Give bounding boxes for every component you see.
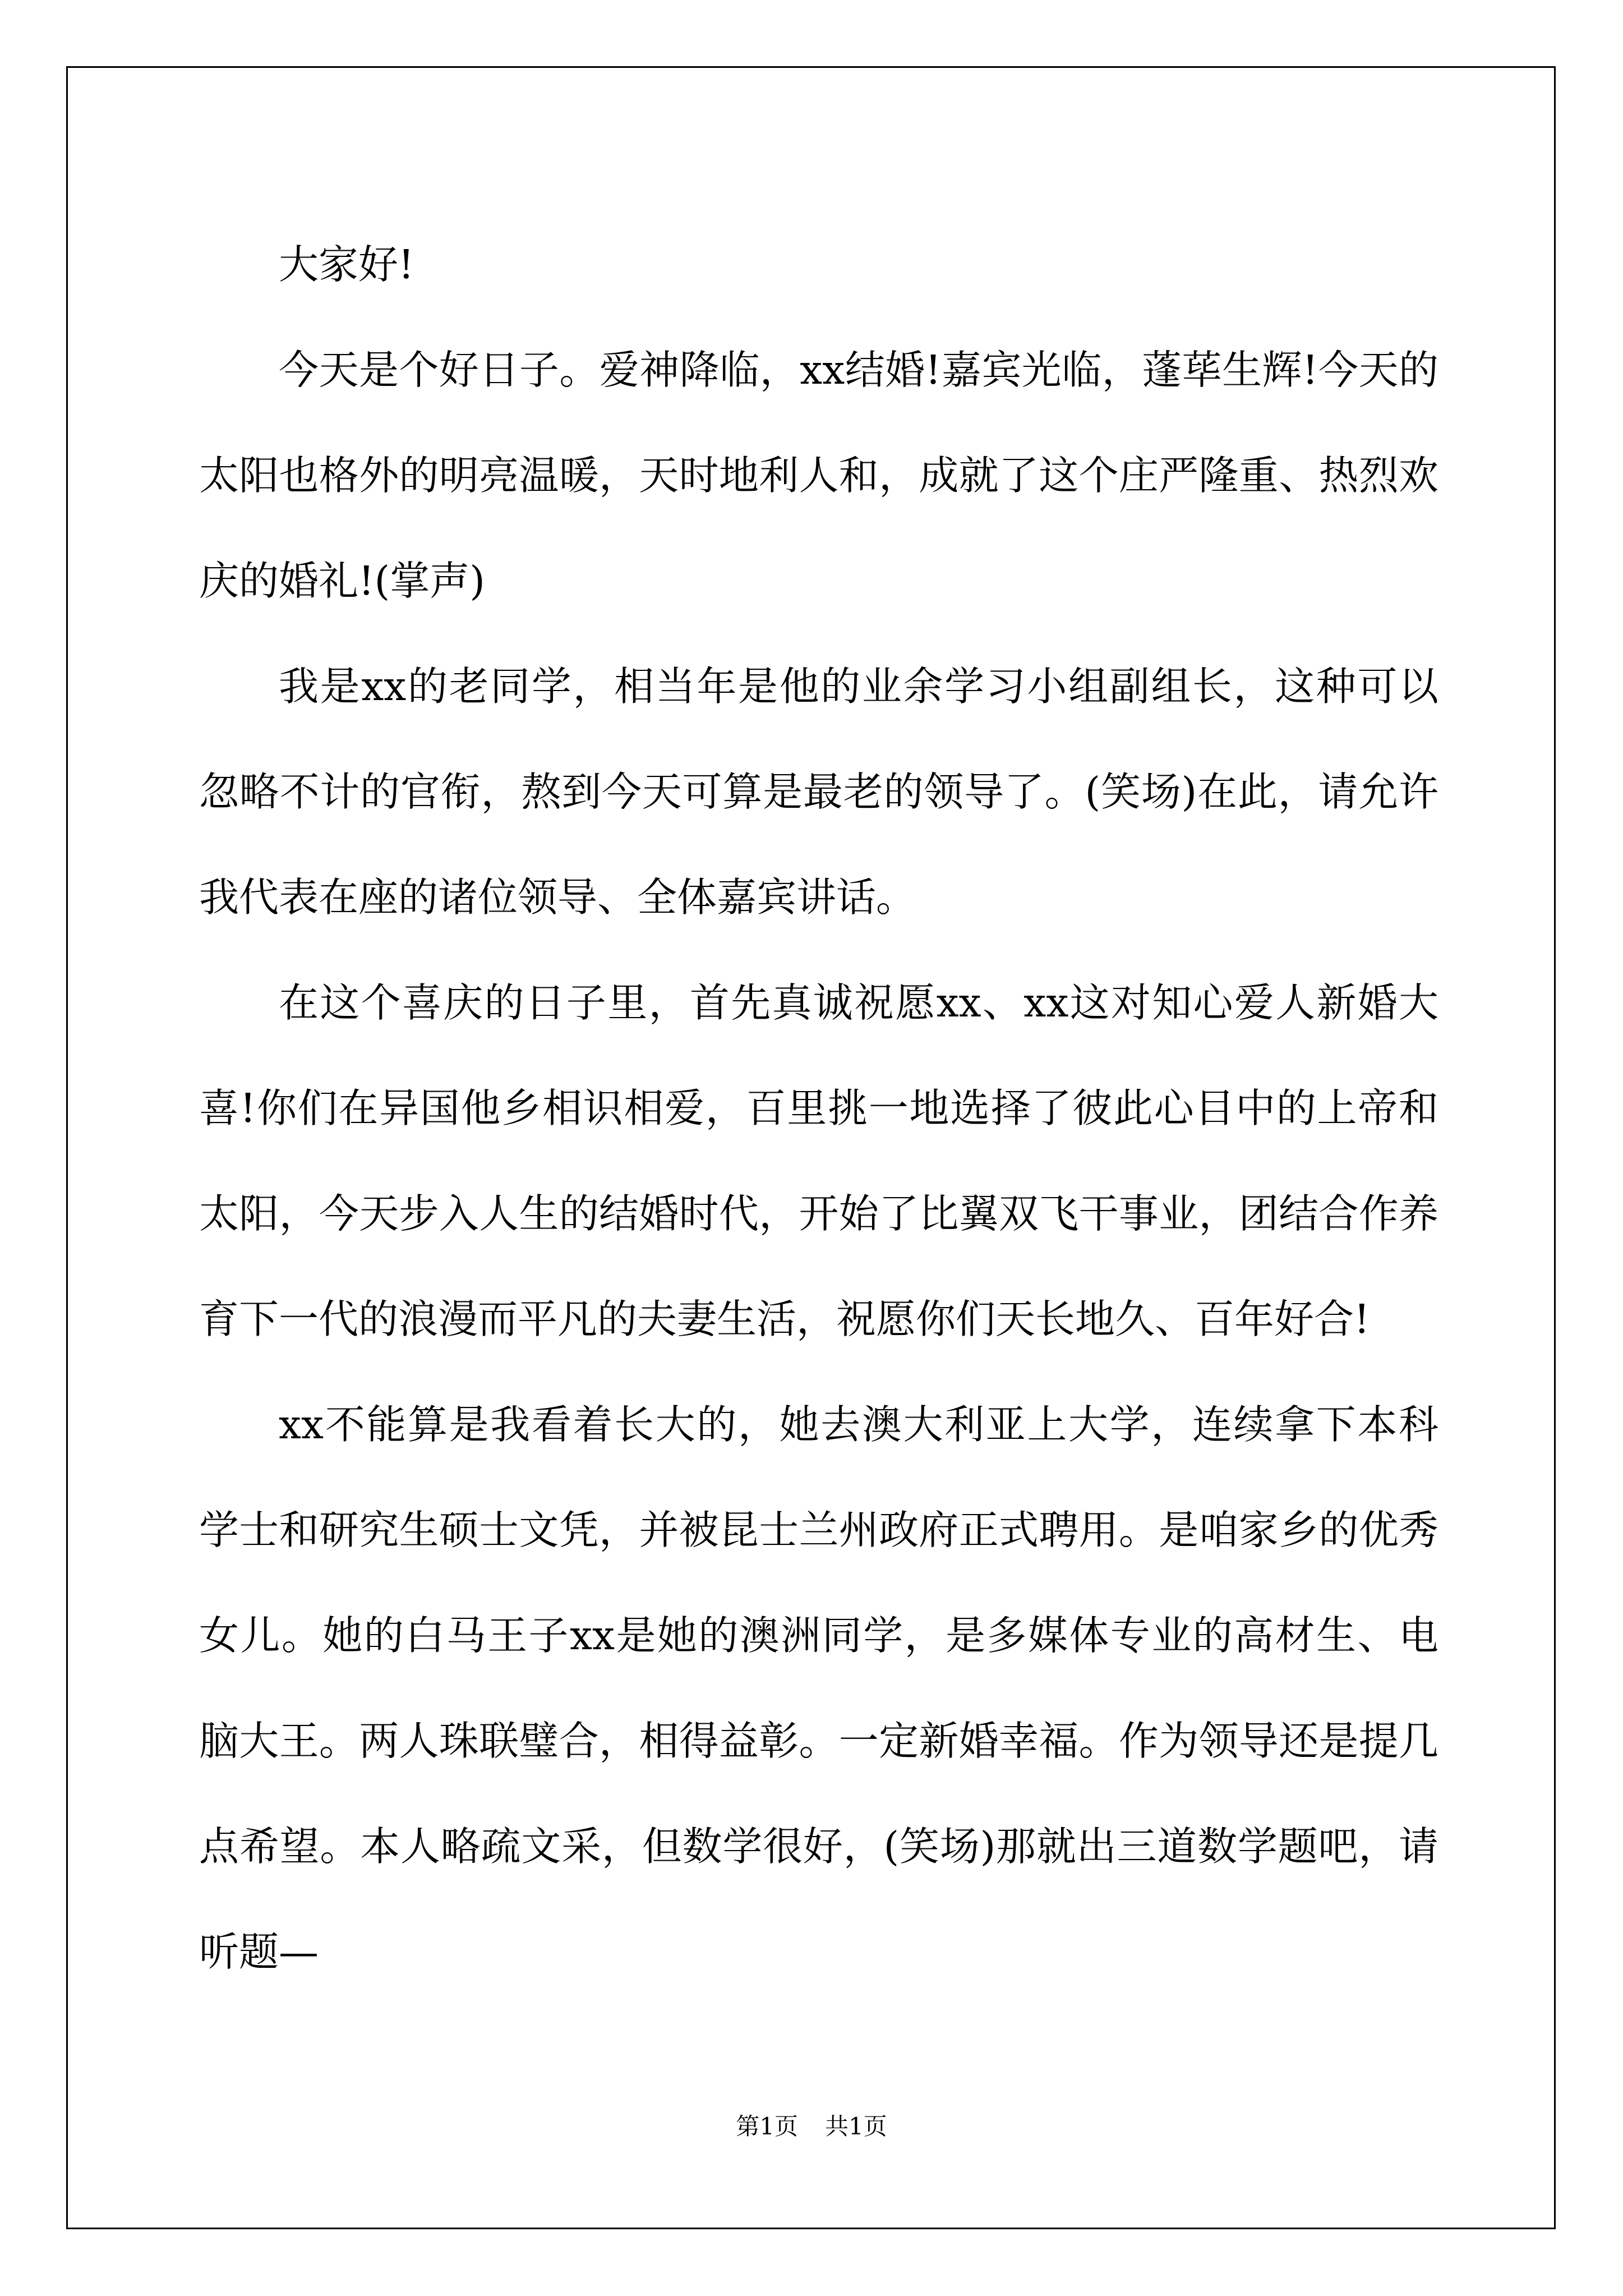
page-total: 共1页 [825, 2113, 887, 2140]
page-number: 第1页 [736, 2113, 798, 2140]
paragraph-opening: 今天是个好日子。爱神降临，xx结婚!嘉宾光临，蓬荜生辉!今天的太阳也格外的明亮温暖，天时地利人和，成就了这个庄严隆重、热烈欢庆的婚礼!(掌声) [199, 347, 1438, 604]
paragraph-blessing: 在这个喜庆的日子里，首先真诚祝愿xx、xx这对知心爱人新婚大喜!你们在异国他乡相识相爱，百里挑一地选择了彼此心目中的上帝和太阳，今天步入人生的结婚时代，开始了比翼双飞干事业，团结合作养育下一代的浪漫而平凡的夫妻生活，祝愿你们天长地久、百年好合! [199, 979, 1438, 1342]
document-body [199, 212, 1438, 2005]
paragraph-introduction: 我是xx的老同学，相当年是他的业余学习小组副组长，这种可以忽略不计的官衔，熬到今天可算是最老的领导了。(笑场)在此，请允许我代表在座的诸位领导、全体嘉宾讲话。 [199, 663, 1438, 921]
paragraph-couple: xx不能算是我看着长大的，她去澳大利亚上大学，连续拿下本科学士和研究生硕士文凭，并被昆士兰州政府正式聘用。是咱家乡的优秀女儿。她的白马王子xx是她的澳洲同学，是多媒体专业的高材生、电脑大王。两人珠联璧合，相得益彰。一定新婚幸福。作为领导还是提几点希望。本人略疏文采，但数学很好，(笑场)那就出三道数学题吧，请听题— [199, 1401, 1438, 1975]
page-footer [0, 2108, 1623, 2142]
paragraph-greeting: 大家好! [279, 241, 414, 288]
